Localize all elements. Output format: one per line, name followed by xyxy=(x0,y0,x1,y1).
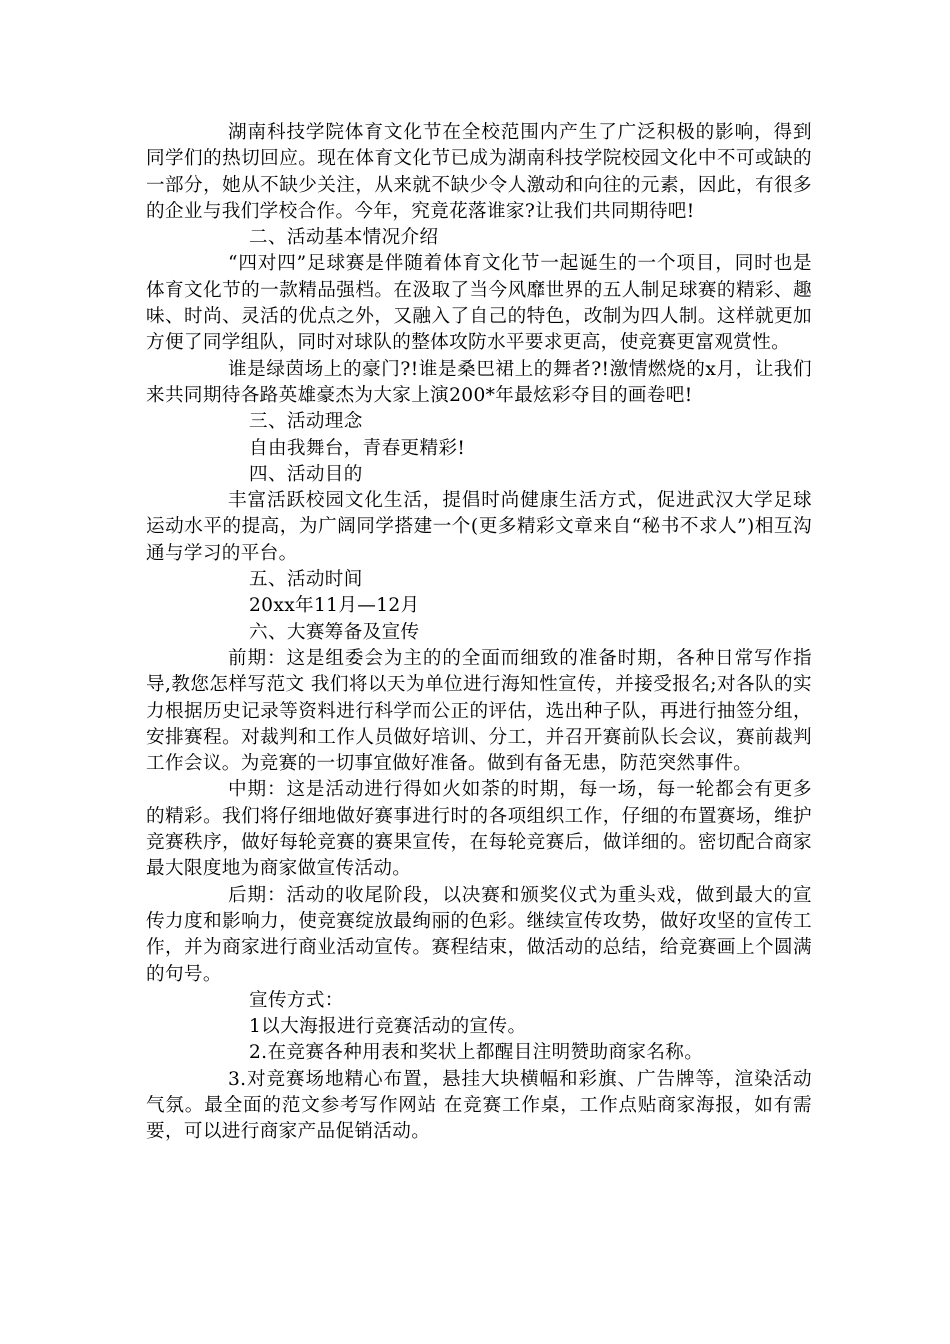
paragraph-purpose: 丰富活跃校园文化生活，提倡时尚健康生活方式，促进武汉大学足球运动水平的提高，为广阔同学搭建一个(更多精彩文章来自“秘书不求人”)相互沟通与学习的平台。 xyxy=(146,490,812,564)
paragraph-middle-stage: 中期：这是活动进行得如火如荼的时期，每一场，每一轮都会有更多的精彩。我们将仔细地做好赛事进行时的各项组织工作，仔细的布置赛场，维护竞赛秩序，做好每轮竞赛的赛果宣传，在每轮竞赛后，做详细的。密切配合商家最大限度地为商家做宣传活动。 xyxy=(146,779,812,880)
list-item-method-2: 2.在竞赛各种用表和奖状上都醒目注明赞助商家名称。 xyxy=(249,1042,704,1064)
section-heading-time: 五、活动时间 xyxy=(249,569,363,591)
paragraph-time: 20xx年11月—12月 xyxy=(249,595,420,617)
paragraph-late-stage: 后期：活动的收尾阶段，以决赛和颁奖仪式为重头戏，做到最大的宣传力度和影响力，使竞赛绽放最绚丽的色彩。继续宣传攻势，做好攻坚的宣传工作，并为商家进行商业活动宣传。赛程结束，做活动的总结，给竞赛画上个圆满的句号。 xyxy=(146,884,812,985)
paragraph-concept: 自由我舞台，青春更精彩! xyxy=(249,437,466,459)
section-heading-concept: 三、活动理念 xyxy=(249,411,363,433)
section-heading-basic-info: 二、活动基本情况介绍 xyxy=(249,227,439,249)
paragraph-intro: 湖南科技学院体育文化节在全校范围内产生了广泛积极的影响，得到同学们的热切回应。现在体育文化节已成为湖南科技学院校园文化中不可或缺的一部分，她从不缺少关注，从来就不缺少令人激动和向往的元素，因此，有很多的企业与我们学校合作。今年，究竟花落谁家?让我们共同期待吧! xyxy=(146,122,812,222)
section-heading-preparation: 六、大赛筹备及宣传 xyxy=(249,621,420,643)
list-item-method-1: 1以大海报进行竞赛活动的宣传。 xyxy=(249,1016,527,1038)
section-heading-purpose: 四、活动目的 xyxy=(249,463,363,485)
paragraph-who: 谁是绿茵场上的豪门?!谁是桑巴裙上的舞者?!激情燃烧的x月，让我们来共同期待各路英雄豪杰为大家上演200*年最炫彩夺目的画卷吧! xyxy=(146,358,812,406)
section-heading-methods: 宣传方式： xyxy=(249,989,344,1011)
paragraph-early-stage: 前期：这是组委会为主的的全面而细致的准备时期，各种日常写作指导,教您怎样写范文 我们将以天为单位进行海知性宣传，并接受报名;对各队的实力根据历史记录等资料进行科学而公正的评估，选出种子队，再进行抽签分组，安排赛程。对裁判和工作人员做好培训、分工，并召开赛前队长会议，赛前裁判工作会议。为竞赛的一切事宜做好准备。做到有备无患，防范突然事件。 xyxy=(146,647,812,775)
document-body xyxy=(146,120,812,1146)
paragraph-basic-info: “四对四”足球赛是伴随着体育文化节一起诞生的一个项目，同时也是体育文化节的一款精品强档。在汲取了当今风靡世界的五人制足球赛的精彩、趣味、时尚、灵活的优点之外，又融入了自己的特色，改制为四人制。这样就更加方便了同学组队，同时对球队的整体攻防水平要求更高，使竞赛更富观赏性。 xyxy=(146,253,812,354)
list-item-method-3: 3.对竞赛场地精心布置，悬挂大块横幅和彩旗、广告牌等，渲染活动气氛。最全面的范文参考写作网站 在竞赛工作桌，工作点贴商家海报，如有需要，可以进行商家产品促销活动。 xyxy=(146,1068,812,1143)
